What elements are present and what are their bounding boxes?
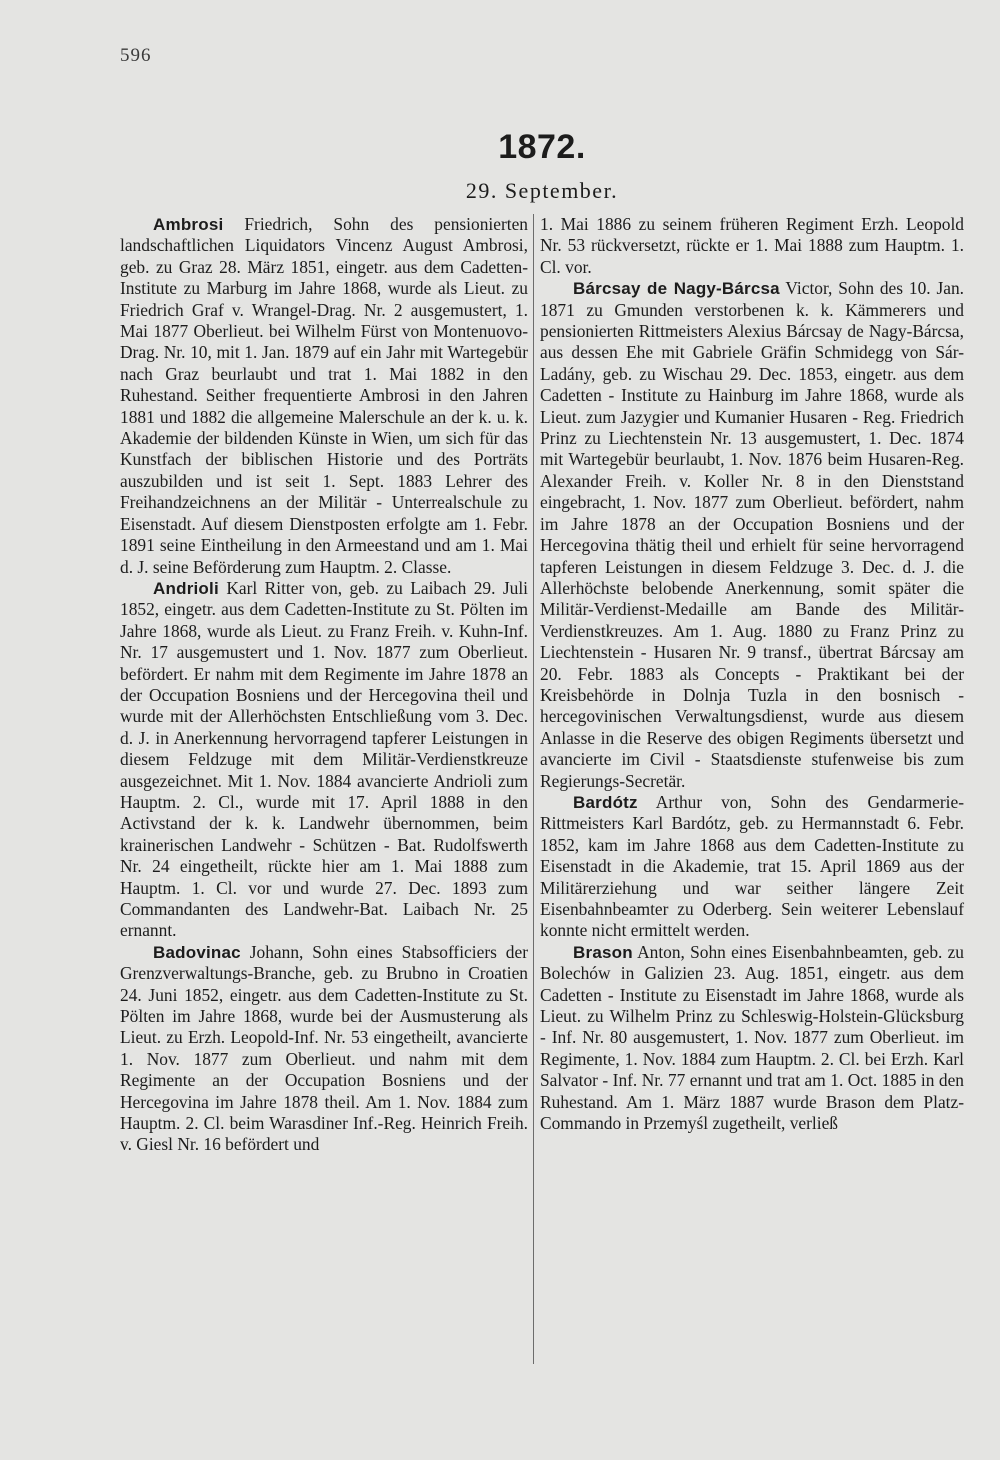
entry-name: Bárcsay de Nagy-Bárcsa (573, 279, 780, 299)
date-heading: 29. September. (465, 178, 619, 203)
entry-ambrosi (120, 214, 528, 578)
entry-name: Bardótz (573, 792, 638, 812)
left-column (120, 214, 528, 1156)
entry-continuation: 1. Mai 1886 zu seinem früheren Regiment Erzh. Leopold Nr. 53 rückversetzt, rückte er 1. Mai 1888 zum Hauptm. 1. Cl. vor. (540, 214, 964, 277)
column-divider (533, 214, 534, 1364)
entry-bardotz (540, 792, 964, 942)
entry-badovinac (120, 942, 528, 1156)
year-heading: 1872. (498, 128, 586, 166)
entry-text: Johann, Sohn eines Stabsofficiers der Grenzverwaltungs-Branche, geb. zu Brubno in Croatien 24. Juni 1852, eingetr. aus dem Cadetten-Institute zu St. Pölten im Jahre 1868, wurde bei der Ausmusterung als Lieut. zu Erzh. Leopold-Inf. Nr. 53 eingetheilt, avancierte 1. Nov. 1877 zum Oberlieut. und nahm mit dem Regimente an der Occupation Bosniens und der Hercegovina im Jahre 1878 theil. Am 1. Nov. 1884 zum Hauptm. 2. Cl. beim Warasdiner Inf.-Reg. Heinrich Freih. v. Giesl Nr. 16 befördert und (120, 941, 528, 1155)
right-column (540, 214, 964, 1134)
entry-text: Anton, Sohn eines Eisenbahnbeamten, geb. zu Bolechów in Galizien 23. Aug. 1851, eingetr. aus dem Cadetten - Institute zu Eisenstadt im Jahre 1868, wurde als Lieut. zu Wilhelm Prinz zu Schleswig-Holstein-Glücksburg - Inf. Nr. 80 ausgemustert, 1. Nov. 1877 zum Oberlieut. im Regimente, 1. Nov. 1884 zum Hauptm. 2. Cl. bei Erzh. Karl Salvator - Inf. Nr. 77 ernannt und trat am 1. Oct. 1885 in den Ruhestand. Am 1. März 1887 wurde Brason dem Platz-Commando in Przemyśl zugetheilt, verließ (540, 941, 964, 1134)
page-number: 596 (120, 45, 152, 66)
entry-name: Andrioli (153, 578, 219, 598)
entry-name: Ambrosi (153, 215, 224, 234)
entry-name: Brason (573, 942, 633, 962)
entry-text: Victor, Sohn des 10. Jan. 1871 zu Gmunden verstorbenen k. k. Kämmerers und pensionierten Rittmeisters Alexius Bárcsay de Nagy-Bárcsa, aus dessen Ehe mit Gabriele Gräfin Schmidegg von Sár-Ladány, geb. zu Wischau 29. Dec. 1853, eingetr. aus dem Cadetten - Institute zu Hainburg im Jahre 1868, wurde als Lieut. zum Jazygier und Kumanier Husaren - Reg. Friedrich Prinz zu Liechtenstein Nr. 13 ausgemustert, 1. Dec. 1874 mit Wartegebür beurlaubt, 1. Nov. 1876 beim Husaren-Reg. Alexander Freih. v. Koller Nr. 8 in den Dienststand eingebracht, 1. Nov. 1877 zum Oberlieut. befördert, nahm im Jahre 1878 an der Occupation Bosniens und der Hercegovina thätig theil und erhielt für seine hervorragend tapferen Leistungen in diesem Feldzuge 3. Dec. d. J. die Allerhöchste belobende Anerkennung, somit später die Militär-Verdienst-Medaille am Bande des Militär-Verdienstkreuzes. Am 1. Aug. 1880 zu Franz Prinz zu Liechtenstein - Husaren Nr. 9 transf., übertrat Bárcsay am 20. Febr. 1883 als Concepts - Praktikant bei der Kreisbehörde in Dolnja Tuzla in den bosnisch - hercegovinischen Verwaltungsdienst, wurde aus diesem Anlasse in die Reserve des obigen Regiments übersetzt und avancierte im Civil - Staatsdienste stufenweise bis zum Regierungs-Secretär. (540, 278, 964, 791)
entry-name: Badovinac (153, 942, 241, 962)
entry-text: Friedrich, Sohn des pensionierten landschaftlichen Liquidators Vincenz August Ambrosi, geb. zu Graz 28. März 1851, eingetr. aus dem Cadetten-Institute zu Marburg im Jahre 1868, wurde als Lieut. zu Friedrich Graf v. Wrangel-Drag. Nr. 2 ausgemustert, 1. Mai 1877 Oberlieut. bei Wilhelm Fürst von Montenuovo-Drag. Nr. 10, mit 1. Jan. 1879 auf ein Jahr mit Wartegebür nach Graz beurlaubt und trat 1. Mai 1882 in den Ruhestand. Seither frequentierte Ambrosi in den Jahren 1881 und 1882 die allgemeine Malerschule an der k. u. k. Akademie der bildenden Künste in Wien, um sich für das Kunstfach der biblischen Historie und des Porträts auszubilden und ist seit 1. Sept. 1883 Lehrer des Freihandzeichnens an der Militär - Unterrealschule zu Eisenstadt. Auf diesem Dienstposten erfolgte am 1. Febr. 1891 seine Eintheilung in den Armeestand und am 1. Mai d. J. seine Beförderung zum Hauptm. 2. Classe. (120, 214, 528, 577)
entry-barcsay (540, 278, 964, 792)
entry-brason (540, 942, 964, 1135)
entry-text: Karl Ritter von, geb. zu Laibach 29. Juli 1852, eingetr. aus dem Cadetten-Institute zu St. Pölten im Jahre 1868, wurde als Lieut. zu Franz Freih. v. Kuhn-Inf. Nr. 17 ausgemustert und 1. Nov. 1877 zum Oberlieut. befördert. Er nahm mit dem Regimente im Jahre 1878 an der Occupation Bosniens und der Hercegovina theil und wurde mit der Allerhöchsten Entschließung vom 3. Dec. d. J. in Anerkennung hervorragend tapferer Leistungen in diesem Feldzuge mit dem Militär-Verdienstkreuze ausgezeichnet. Mit 1. Nov. 1884 avancierte Andrioli zum Hauptm. 2. Cl., wurde mit 17. April 1888 in den Activstand der k. k. Landwehr übernommen, beim krainerischen Landwehr - Schützen - Bat. Rudolfswerth Nr. 24 eingetheilt, rückte hier am 1. Mai 1888 zum Hauptm. 1. Cl. vor und wurde 27. Dec. 1893 zum Commandanten des Landwehr-Bat. Laibach Nr. 25 ernannt. (120, 577, 528, 941)
entry-andrioli (120, 578, 528, 942)
entry-text: Arthur von, Sohn des Gendarmerie-Rittmeisters Karl Bardótz, geb. zu Hermannstadt 6. Febr. 1852, kam im Jahre 1868 aus dem Cadetten-Institute zu Eisenstadt in die Akademie, trat 15. April 1869 aus der Militärerziehung und war seither längere Zeit Eisenbahnbeamter zu Oderberg. Sein weiterer Lebenslauf konnte nicht ermittelt werden. (540, 791, 965, 941)
